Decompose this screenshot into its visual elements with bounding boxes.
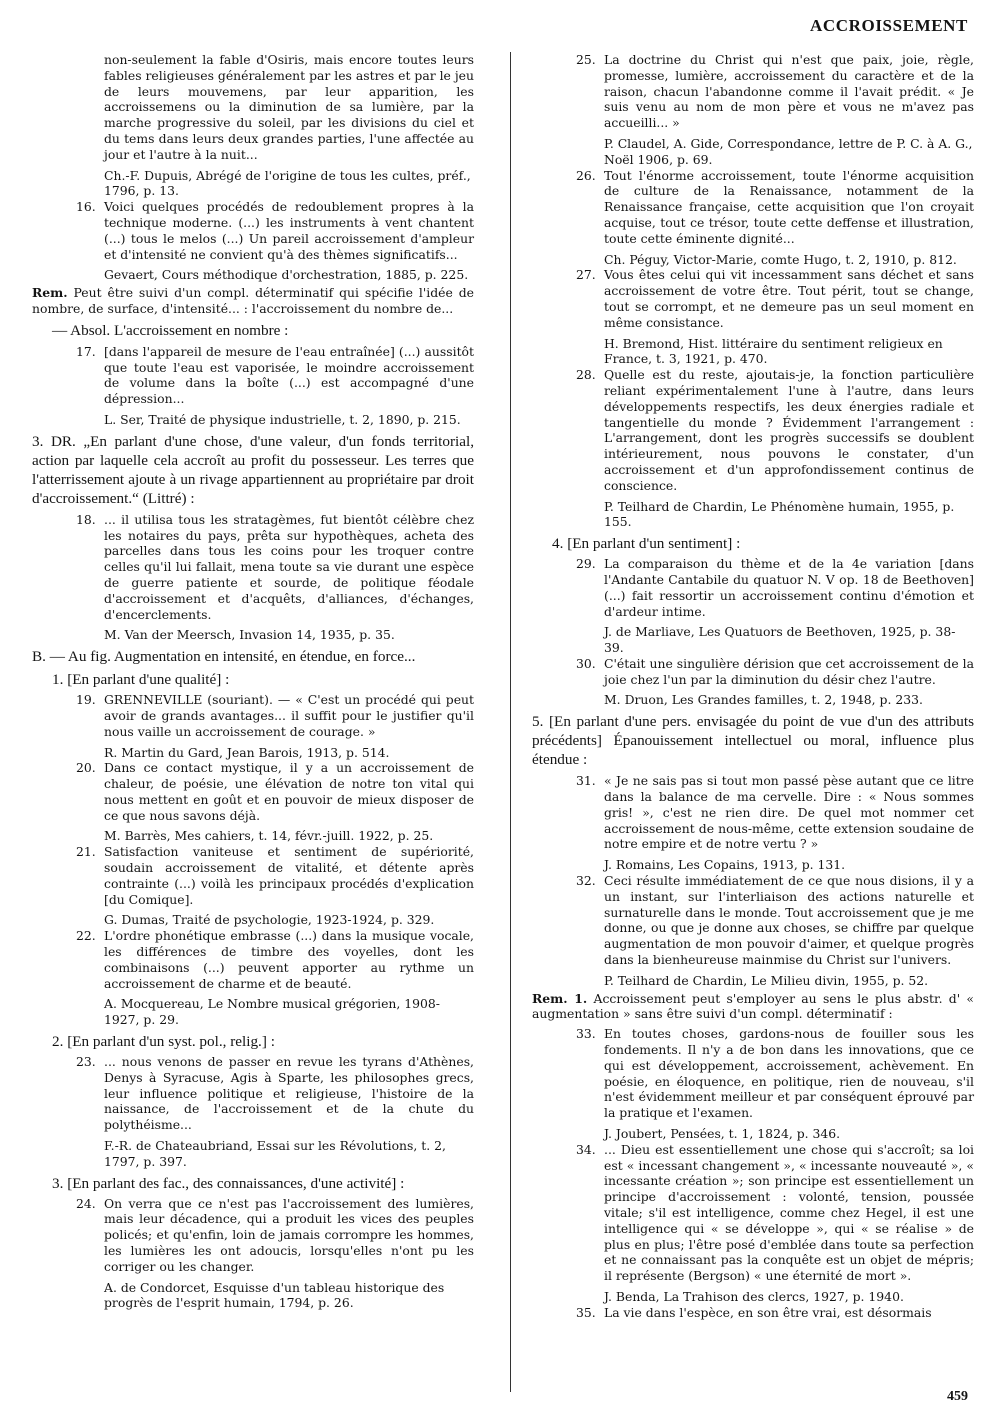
quote-17: 17. [dans l'appareil de mesure de l'eau entraînée] (...) aussitôt que toute l'eau est vaporisée, le moindre accroissement de volume dans la boîte (...) est accompagné d'une dépression... bbox=[76, 343, 474, 407]
source-citation: P. Teilhard de Chardin, Le Milieu divin, 1955, p. 52. bbox=[604, 972, 929, 988]
source-citation: R. Martin du Gard, Jean Barois, 1913, p. 514. bbox=[104, 744, 390, 760]
section-heading: 3. [En parlant des fac., des connaissances, d'une activité] : bbox=[52, 1174, 405, 1192]
quote-27: 27. Vous êtes celui qui vit incessamment sans déchet et sans accroissement de votre être. Tout périt, tout se change, tout se corrompt, et ne demeure pas un seul moment en même consistance. bbox=[576, 267, 974, 330]
section-heading: 5. [En parlant d'une pers. envisagée du point de vue d'un des attributs précédents] Épanouissement intellectuel ou moral, influence plus étendue : bbox=[532, 713, 974, 769]
source-citation: L. Ser, Traité de physique industrielle, t. 2, 1890, p. 215. bbox=[104, 411, 461, 427]
quote-24: 24. On verra que ce n'est pas l'accroissement des lumières, mais leur décadence, qui a produit les vices des peuples policés; et qu'enfin, loin de jamais corrompre les hommes, les lumières les ont adoucis, lorsqu'elles n'ont pu les corriger ou les changer. bbox=[76, 1195, 474, 1274]
quote-16: 16. Voici quelques procédés de redoublement propres à la technique moderne. (...) les instruments à vent chantent (...) tous le melos (...) Un pareil accroissement d'ampleur et d'intensité ne convient qu'à des thèmes significatifs... bbox=[76, 199, 474, 262]
source-citation: Ch.-F. Dupuis, Abrégé de l'origine de tous les cultes, préf., 1796, p. 13. bbox=[104, 167, 471, 199]
source-citation: Ch. Péguy, Victor-Marie, comte Hugo, t. 2, 1910, p. 812. bbox=[604, 251, 957, 267]
quote-19: 19. GRENNEVILLE (souriant). — « C'est un procédé qui peut avoir de grands avantages... il suffit pour le justifier qu'il nous vaille un accroissement de courage. » bbox=[76, 692, 474, 739]
source-citation: F.-R. de Chateaubriand, Essai sur les Révolutions, t. 2, 1797, p. 397. bbox=[104, 1138, 446, 1169]
remark: Rem. Peut être suivi d'un compl. déterminatif qui spécifie l'idée de nombre, de surface, d'intensité... : l'accroissement du nombre de... bbox=[32, 285, 474, 316]
quote-29: 29. La comparaison du thème et de la 4e variation [dans l'Andante Cantabile du quatuor N. V op. 18 de Beethoven] (...) fait ressortir un accroissement continu d'émotion et d'ardeur intime. bbox=[576, 556, 974, 619]
quote-21: 21. Satisfaction vaniteuse et sentiment de supériorité, soudain accroissement de vitalité, et détente après contrainte (...) voilà les principaux procédés d'explication [du Comique]. bbox=[76, 844, 474, 907]
quote-30: 30. C'était une singulière dérision que cet accroissement de la joie chez l'un par la diminution du désir chez l'autre. bbox=[576, 655, 974, 687]
quote-31: 31. « Je ne sais pas si tout mon passé pèse autant que ce litre dans la balance de ma cervelle. Dire : « Nous sommes gris! », c'est ne rien dire. De quel mot nommer cet accroissement de nous-même, cette extension soudaine de notre empire et de notre vertu ? » bbox=[576, 773, 974, 852]
page-number: 459 bbox=[947, 1389, 968, 1404]
quote-35: 35. La vie dans l'espèce, en son être vrai, est désormais bbox=[576, 1304, 932, 1320]
source-citation: J. Benda, La Trahison des clercs, 1927, p. 1940. bbox=[604, 1288, 904, 1304]
quote-26: 26. Tout l'énorme accroissement, toute l'énorme acquisition de culture de la Renaissance, notamment de la Renaissance française, cette acquisition que l'on croyait acquise, tout ce trésor, toute cette deffense et illustration, toute cette éminente dignité... bbox=[576, 167, 974, 246]
left-column bbox=[32, 52, 474, 1311]
right-column bbox=[532, 52, 974, 1326]
source-citation: J. Romains, Les Copains, 1913, p. 131. bbox=[604, 857, 846, 873]
section-heading: B. — Au fig. Augmentation en intensité, en étendue, en force... bbox=[32, 648, 416, 666]
source-citation: M. Druon, Les Grandes familles, t. 2, 1948, p. 233. bbox=[604, 692, 923, 708]
quote-25: 25. La doctrine du Christ qui n'est que paix, joie, règle, promesse, lumière, accroissement du caractère et de la raison, chacun l'abandonne comme il l'avait prédit. « Je suis venu au nom de mon père et vous ne m'avez pas accueilli... » bbox=[576, 52, 974, 131]
source-citation: H. Bremond, Hist. littéraire du sentiment religieux en France, t. 3, 1921, p. 470. bbox=[604, 335, 943, 367]
source-citation: Gevaert, Cours méthodique d'orchestration, 1885, p. 225. bbox=[104, 267, 469, 283]
source-citation: G. Dumas, Traité de psychologie, 1923-1924, p. 329. bbox=[104, 912, 435, 928]
source-citation: M. Barrès, Mes cahiers, t. 14, févr.-juill. 1922, p. 25. bbox=[104, 828, 434, 844]
section-heading: — Absol. L'accroissement en nombre : bbox=[52, 321, 289, 339]
quote-28: 28. Quelle est du reste, ajoutais-je, la fonction particulière reliant expérimentalement l'une à l'autre, dans leurs développements respectifs, les deux énergies radiale et tangentielle du monde ? Évidemment l'arrangement : L'arrangement, dont les progrès successifs se doublent intérieurement, nous pouvons le constater, d'un accroissement et d'un approfondissement continus de conscience. bbox=[576, 367, 974, 493]
section-heading: 3. DR. „En parlant d'une chose, d'une valeur, d'un fonds territorial, action par laquelle cela accroît au profit du possesseur. Les terres que l'atterrissement ajoute à un rivage appartiennent au propriétaire par droit d'accroissement.“ (Littré) : bbox=[32, 432, 474, 507]
running-head: ACCROISSEMENT bbox=[810, 16, 968, 35]
source-citation: J. Joubert, Pensées, t. 1, 1824, p. 346. bbox=[604, 1126, 841, 1142]
quote-continued: non-seulement la fable d'Osiris, mais encore toutes leurs fables religieuses généralement par les astres et par le jeu de leurs mouvemens, par leur apparition, les accroissemens ou la diminution de sa lumière, par la marche progressive du soleil, par les divisions du ciel et du tems dans leurs deux grandes parties, l'une affectée au jour et l'autre à la nuit... bbox=[104, 52, 474, 162]
quote-22: 22. L'ordre phonétique embrasse (...) dans la musique vocale, les différences de timbre des voyelles, dont les combinaisons (...) peuvent apporter au rythme un accroissement de charme et de beauté. bbox=[76, 928, 474, 991]
remark: Rem. 1. Accroissement peut s'employer au sens le plus abstr. d' « augmentation » sans être suivi d'un compl. déterminatif : bbox=[532, 990, 974, 1022]
section-heading: 2. [En parlant d'un syst. pol., relig.] : bbox=[52, 1033, 275, 1051]
quote-23: 23. ... nous venons de passer en revue les tyrans d'Athènes, Denys à Syracuse, Agis à Sparte, les philosophes grecs, leur influence politique et religieuse, l'histoire de la naissance, de l'accroissement et de la chute du polythéisme... bbox=[76, 1054, 474, 1133]
source-citation: J. de Marliave, Les Quatuors de Beethoven, 1925, p. 38-39. bbox=[604, 624, 956, 656]
source-citation: A. Mocquereau, Le Nombre musical grégorien, 1908-1927, p. 29. bbox=[104, 996, 440, 1028]
source-citation: M. Van der Meersch, Invasion 14, 1935, p. 35. bbox=[104, 627, 395, 643]
quote-32: 32. Ceci résulte immédiatement de ce que nous disions, il y a un instant, sur l'interliaison des actions naturelle et surnaturelle dans le monde. Tout accroissement que je me donne, ou que je donne aux choses, se chiffre par quelque augmentation de mon pouvoir d'aimer, et quelque progrès dans la bienheureuse mainmise du Christ sur l'univers. bbox=[576, 873, 974, 968]
quote-34: 34. ... Dieu est essentiellement une chose qui s'accroît; sa loi est « incessant changement », « incessante nouveauté », « incessante création »; son principe est essentiellement un principe d'accroissement : volonté, tension, poussée vitale; s'il est intelligence, comme chez Hegel, il est une intelligence qui « se développe », qui « se réalise » de plus en plus; l'être posé d'emblée dans toute sa perfection et ne connaissant pas la conquête est un objet de mépris; il représente (Bergson) « une éternité de mort ». bbox=[576, 1141, 974, 1284]
section-heading: 1. [En parlant d'une qualité] : bbox=[52, 671, 230, 689]
column-rule bbox=[510, 52, 511, 1392]
section-heading: 4. [En parlant d'un sentiment] : bbox=[552, 535, 741, 553]
source-citation: A. de Condorcet, Esquisse d'un tableau historique des progrès de l'esprit humain, 1794, p. 26. bbox=[104, 1279, 445, 1311]
source-citation: P. Claudel, A. Gide, Correspondance, lettre de P. C. à A. G., Noël 1906, p. 69. bbox=[604, 135, 973, 167]
source-citation: P. Teilhard de Chardin, Le Phénomène humain, 1955, p. 155. bbox=[604, 498, 955, 530]
quote-18: 18. ... il utilisa tous les stratagèmes, fut bientôt célèbre chez les notaires du pays, prêta sur hypothèques, acheta des parcelles dans tous les coins pour les troquer contre celles qu'il lui fallait, mena toute sa vie durant une espèce de guerre patiente et sourde, de politique féodale d'accroissement et d'acquêts, d'alliances, d'échanges, d'encerclements. bbox=[76, 511, 474, 622]
quote-33: 33. En toutes choses, gardons-nous de fouiller sous les fondements. Il n'y a de bon dans les innovations, que ce qui est développement, accroissement, achèvement. En poésie, en éloquence, en politique, rien de nouveau, s'il n'est évidemment meilleur et par conséquent éprouvé par la pratique et l'examen. bbox=[576, 1026, 974, 1121]
quote-20: 20. Dans ce contact mystique, il y a un accroissement de chaleur, de poésie, une élévation de notre ton vital qui nous mettent en goût et en pouvoir de mieux disposer de ce que nous savons déjà. bbox=[76, 760, 474, 823]
